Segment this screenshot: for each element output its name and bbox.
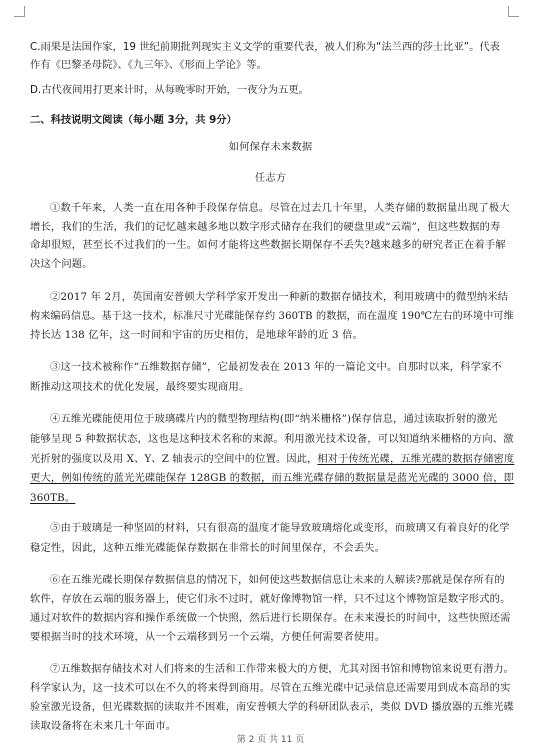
paragraph-6-line: 软件，存放在云端的服务器上，使它们永不过时，就好像博物馆一样，只不过这个博物馆是数字形式的。 — [30, 593, 511, 605]
paragraph-1-line: 命却很短，甚至长不过我们的一生。如何才能将这些数据长期保存不丢失?越来越多的研究者正在着手解 — [30, 239, 506, 251]
section-heading: 二、科技说明文阅读（每小题 3分，共 9分） — [30, 114, 237, 126]
paragraph-1-line: 决这个问题。 — [30, 258, 93, 270]
paragraph-4-plain: 光折射的强度以及用 X、Y、Z 轴表示的空间中的位置。因此， — [30, 453, 318, 465]
paragraph-4-line — [30, 452, 514, 466]
paragraph-7-line: ⑦五维数据存储技术对人们将来的生活和工作带来极大的方便，尤其对图书馆和博物馆来说更有潜力。 — [50, 663, 514, 675]
paragraph-2-line: ②2017 年 2月，英国南安普顿大学科学家开发出一种新的数据存储技术，利用玻璃中的微型纳米结 — [50, 291, 509, 303]
paragraph-2-line: 持长达 138 亿年，这一时间和宇宙的历史相仿，是地球年龄的近 3 倍。 — [30, 329, 364, 341]
underlined-sentence: 相对于传统光碟，五维光碟的数据存储密度 — [317, 453, 515, 465]
paragraph-6-line: ⑥在五维光碟长期保存数据信息的情况下，如何使这些数据信息让未来的人解读?那就是保存所有的 — [50, 574, 505, 586]
paragraph-3-line: 断推动这项技术的优化发展，最终要实现商用。 — [30, 381, 250, 393]
page-footer: 第 2 页 共 11 页 — [236, 735, 305, 744]
option-c-line-2: 作有《巴黎圣母院》、《九三年》、《形而上学论》等。 — [30, 59, 267, 71]
paragraph-5-line: 稳定性，因此，这种五维光碟能保存数据在非常长的时间里保存，不会丢失。 — [30, 542, 386, 554]
paragraph-2-line: 构来编码信息。基于这一技术，标准尺寸光碟能保存约 360TB 的数据，而在温度 190℃左右的环境中可维 — [30, 310, 514, 322]
option-c-line-1: C.雨果是法国作家，19 世纪前期批判现实主义文学的重要代表，被人们称为“法兰西的莎士比亚”。代表 — [30, 41, 500, 53]
crop-mark-top-left — [14, 6, 25, 17]
paragraph-7-line: 验室激光设备，但光碟数据的读取并不困难，南安普顿大学的科研团队表示，类似 DVD 播放器的五维光碟 — [30, 701, 514, 713]
paragraph-6-line: 通过对软件的数据内容和操作系统做一个快照，然后进行长期保存。在未来漫长的时间中，这些快照还需 — [30, 612, 511, 624]
paragraph-5-line: ⑤由于玻璃是一种坚固的材料，只有很高的温度才能导致玻璃熔化或变形，而玻璃又有着良好的化学 — [50, 522, 510, 534]
article-title: 如何保存未来数据 — [228, 141, 313, 153]
underlined-sentence: 360TB。 — [30, 492, 76, 504]
paragraph-1-line: ①数千年来，人类一直在用各种手段保存信息。尽管在过去几十年里，人类存储的数据量出现了极大 — [50, 202, 510, 214]
paragraph-3-line: ③这一技术被称作“五维数据存储”，它最初发表在 2013 年的一篇论文中。自那时以来，科学家不 — [50, 361, 502, 373]
paragraph-7-line: 读取设备将在未来几十年面市。 — [30, 720, 177, 732]
underlined-sentence: 更大，例如传统的蓝光光碟能保存 128GB 的数据，而五维光碟存储的数据量是蓝光光碟的 3000 倍，即 — [30, 472, 515, 484]
paragraph-1-line: 增长，我们的生活，我们的记忆越来越多地以数字形式储存在我们的硬盘里或“云端”，但这些数据的寿 — [30, 221, 501, 233]
crop-mark-top-right — [508, 6, 519, 17]
article-author: 任志方 — [254, 172, 287, 184]
paragraph-4-line: ④五维光碟能使用位于玻璃碟片内的微型物理结构(即“纳米栅格”)保存信息，通过读取折射的激光 — [50, 413, 498, 425]
option-d-line: D.古代夜间用打更来计时，从每晚零时开始，一夜分为五更。 — [30, 84, 309, 96]
paragraph-7-line: 科学家认为，这一技术可以在不久的将来得到商用。尽管在五维光碟中记录信息还需要用到成本高昂的实 — [30, 682, 511, 694]
paragraph-6-line: 要根据当时的技术环境，从一个云端移到另一个云端，方便任何需要者使用。 — [30, 631, 386, 643]
paragraph-4-line: 能够呈现 5 种数据状态，这也是这种技术名称的来源。利用激光技术设备，可以知道纳米栅格的方向、激 — [30, 433, 514, 445]
